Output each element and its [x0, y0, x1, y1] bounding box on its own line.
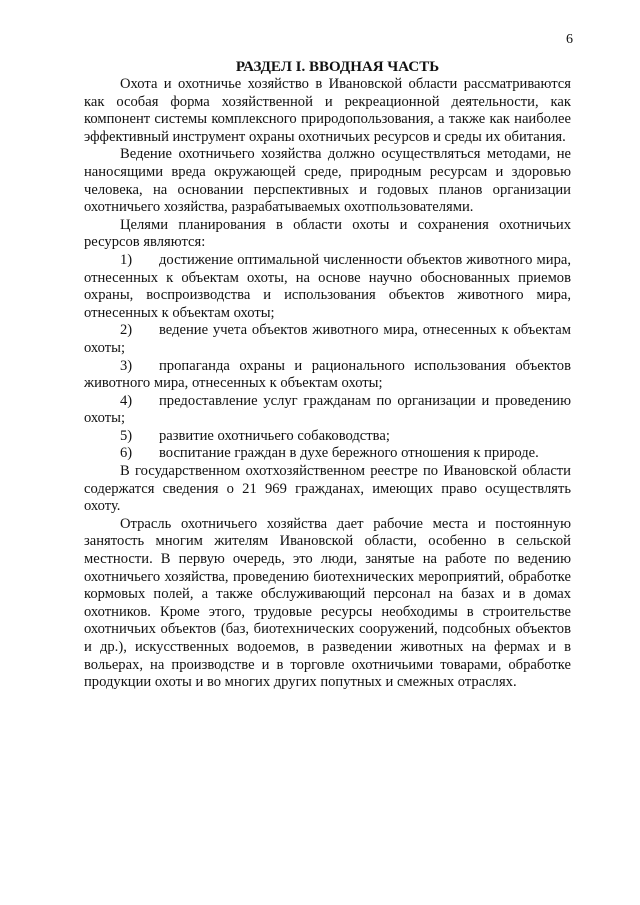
page-number: 6: [566, 32, 573, 47]
list-item-text: воспитание граждан в духе бережного отношения к природе.: [159, 445, 539, 462]
list-item-text: развитие охотничьего собаководства;: [159, 427, 390, 444]
list-item-number: 5): [120, 427, 133, 444]
goals-intro-paragraph: Целями планирования в области охоты и сохранения охотничьих ресурсов являются:: [84, 216, 571, 251]
section-title: РАЗДЕЛ I. ВВОДНАЯ ЧАСТЬ: [235, 59, 440, 75]
list-item: [84, 393, 571, 428]
list-item-number: 1): [120, 251, 133, 268]
list-item-number: 6): [120, 445, 133, 462]
list-item: [84, 445, 571, 463]
document-body: [84, 58, 571, 692]
intro-paragraph: Охота и охотничье хозяйство в Ивановской области рассматриваются как особая форма хозяйственной и рекреационной деятельности, как компонент системы комплексного природопользования, а также как наиболее эффективный инструмент охраны охотничьих ресурсов и среды их обитания.: [84, 76, 571, 145]
employment-paragraph: Отрасль охотничьего хозяйства дает рабочие места и постоянную занятость многим жителям Ивановской области, особенно в сельской местности. В первую очередь, это люди, занятые на работе по ведению охотничьего хозяйства, проведению биотехнических мероприятий, обработке кормовых полей, а также обслуживающий персонал на базах и в домах охотников. Кроме этого, трудовые ресурсы необходимы в строительстве охотничьих объектов (баз, биотехнических сооружений, подсобных объектов и др.), искусственных водоемов, в разведении животных на фермах и в вольерах, на производстве и в торговле охотничьими товарами, обработке продукции охоты и во многих других попутных и смежных отраслях.: [84, 515, 571, 691]
list-item: [84, 322, 571, 357]
registry-paragraph: В государственном охотхозяйственном реестре по Ивановской области содержатся сведения о 21 969 гражданах, имеющих право осуществлять охоту.: [84, 463, 571, 515]
list-item-number: 2): [120, 322, 133, 339]
list-item-text: пропаганда охраны и рационального использования объектов животного мира, отнесенных к объектам охоты;: [84, 357, 571, 392]
list-item-number: 3): [120, 357, 133, 374]
list-item-text: ведение учета объектов животного мира, отнесенных к объектам охоты;: [84, 322, 571, 356]
list-item: [84, 358, 571, 393]
management-paragraph: Ведение охотничьего хозяйства должно осуществляться методами, не наносящими вреда окружающей среде, природным ресурсам и здоровью человека, на основании перспективных и годовых планов организации охотничьего хозяйства, разрабатываемых охотпользователями.: [84, 146, 571, 216]
list-item: [84, 252, 571, 322]
list-item-text: достижение оптимальной численности объектов животного мира, отнесенных к объектам охоты, на основе научно обоснованных приемов охраны, воспроизводства и использования объектов животного мира, отнесенных к объектам охоты;: [84, 251, 571, 321]
list-item: [84, 428, 571, 446]
list-item-number: 4): [120, 392, 133, 409]
list-item-text: предоставление услуг гражданам по организации и проведению охоты;: [84, 392, 571, 427]
